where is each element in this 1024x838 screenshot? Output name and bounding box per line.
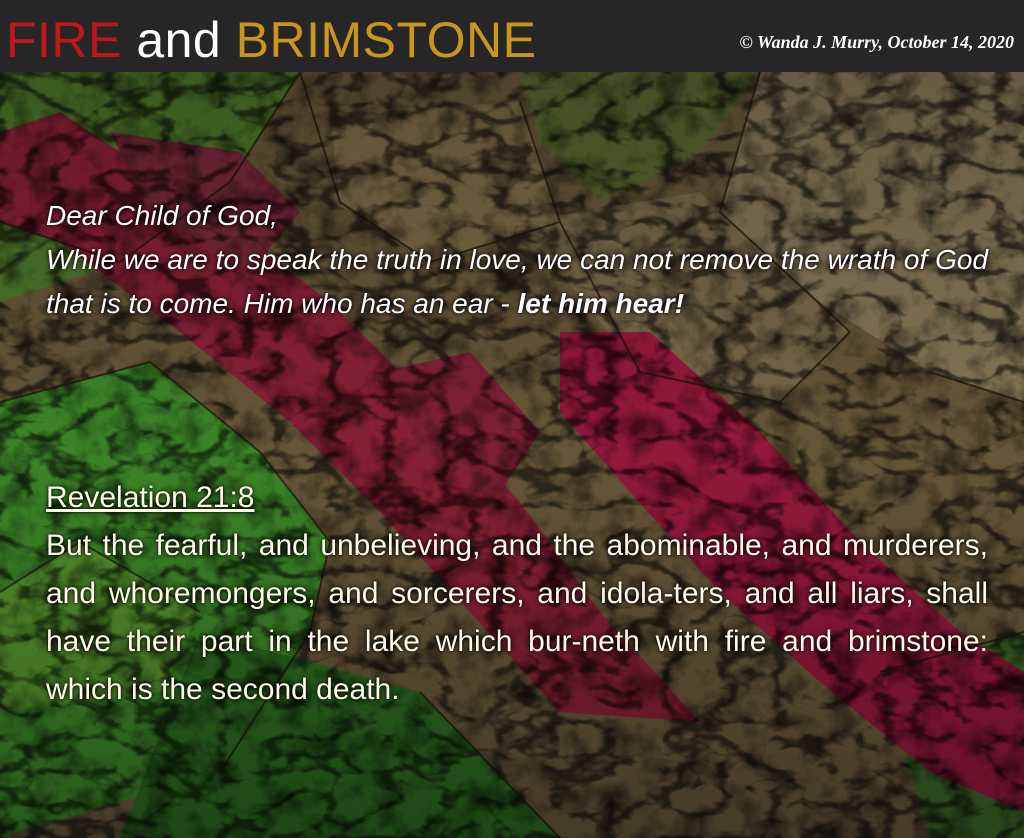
letter-emphasis: let him hear! (517, 288, 685, 319)
title-fire: FIRE (6, 12, 122, 68)
scripture-verse: But the fearful, and unbelieving, and the abominable, and murderers, and whoremongers, and sorcerers, and idola-ters, and all liars, shall have their part in the lake which bur-neth with fire and brimstone: which is the second death. (46, 529, 988, 706)
title-brimstone: BRIMSTONE (235, 12, 537, 68)
letter-body-text: While we are to speak the truth in love, we can not remove the wrath of God that is to come. Him who has an ear - (46, 244, 988, 319)
letter-block (46, 194, 988, 326)
background-image (0, 72, 1024, 838)
textured-landscape-image (0, 72, 1024, 838)
scripture-block (46, 474, 988, 714)
page-title (6, 12, 537, 68)
title-and: and (136, 12, 222, 68)
letter-body (46, 238, 988, 326)
copyright-notice: © Wanda J. Murry, October 14, 2020 (739, 32, 1014, 52)
salutation: Dear Child of God, (46, 200, 278, 231)
scripture-reference: Revelation 21:8 (46, 481, 255, 514)
header-bar (0, 0, 1024, 72)
